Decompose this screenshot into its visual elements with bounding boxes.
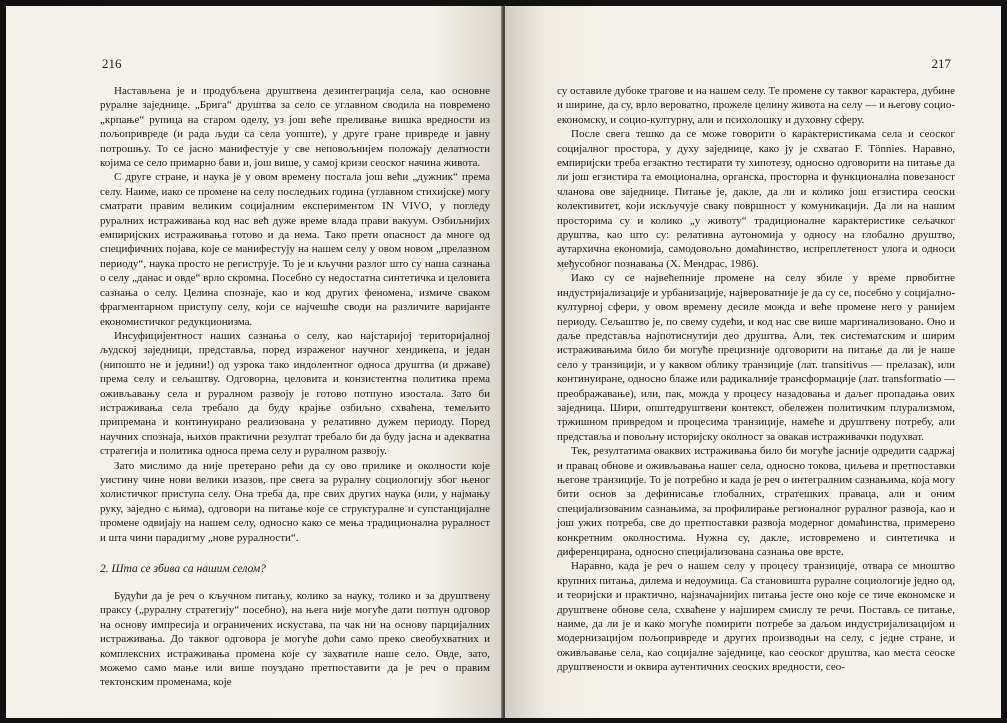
paragraph: су оставиле дубоке трагове и на нашем селу. Те промене су таквог карактера, дубине и ширине, да су, врло вероватно, прожеле целину живота на селу — и његову социо-економску, и социо-културну, али и психолошку и духовну сферу.	[557, 85, 955, 126]
section-heading: 2. Шта се збива са нашим селом?	[100, 563, 266, 575]
right-page-body	[557, 84, 955, 675]
paragraph: С друге стране, и наука је у овом времену постала још већи „дужник“ према селу. Наиме, иако се промене на селу последњих година (углавном стихијске) могу сматрати правим великим социјалним експериментом IN VIVO, у погледу руралних истраживања код нас већ дуже време влада прави вакуум. Озбиљнијих емпиријских истраживања готово и да нема. Тако прети опасност да многе од специфичних појава, које се манифестују на нашем селу у овом новом „прелазном периоду“, наука просто не региструје. То је и кључни разлог што су наша сазнања о селу „данас и овде“ врло скромна. Посебно су недостатна синтетичка и целовита сазнања о селу. Целина спознаје, као и код других феномена, измиче сваком фрагментарном приступу селу, који се најчешће своди на различите варијанте економистичког редукционизма.	[100, 171, 490, 328]
left-page-body	[100, 84, 490, 690]
paragraph: Наравно, када је реч о нашем селу у процесу транзиције, отвара се мноштво крупних питања, дилема и недоумица. Са становишта руралне социологије једно од, и теоријски и практично, најзначајнијих питања јесте оно које се тиче економске и друштвене обнове села, схваћене у најширем смислу те речи. Постављ се питање, наиме, да ли је и како могуће помирити потребе за даљом индустријализацијом и модернизацијом пољопривреде и других производњи на селу, с једне стране, и оживљавање села, као социјалне заједнице, као сеоског друштва, као места сеоске друштвености и оквира аутентичних сеоских вредности, сео-	[557, 560, 955, 674]
page-number-right: 217	[931, 56, 951, 71]
paragraph: После свега тешко да се може говорити о карактеристикама села и сеоског социјалног простора, у духу заједнице, како ју је схватао F. Tönnies. Наравно, емпиријски треба егзактно тестирати ту хипотезу, односно одговорити на питање да ли још егзистира та емоционална, органска, просторна и функционална повезаност чланова ове заједнице. Питање је, дакле, да ли и колико још егзистира сеоски колективитет, који искључује сваку површност у комуникацији. Да ли на нашим просторима су и колико „у животу“ традиционалне карактеристике сељачког друштва, као што су: релативна аутономија у односу на глобално друштво, аутархична економија, самодовољно домаћинство, испреплетеност улога и односи међусобног познавања (Х. Мендрас, 1986).	[557, 128, 955, 270]
paragraph: Тек, резултатима оваквих истраживања било би могуће јасније одредити садржај и правац обнове и оживљавања нашег села, односно токова, циљева и претпоставки његове транзиције. То је потребно и када је реч о интегралним сазнањима, која могу бити основ за дефинисање глобалних, стратешких праваца, али и оним специјализованим сазнањима, за профилирање регионалног руралног развоја, као и још ужих потреба, све до претпоставки развоја модерног домаћинства, примерено конкретним околностима. Нужна су, дакле, истовремено и синтетичка и диференцирана, односно специјализована сазнања ове врсте.	[557, 445, 955, 558]
paragraph: Будући да је реч о кључном питању, колико за науку, толико и за друштвену праксу („руралну стратегију“ посебно), на њега није могуће дати потпун одговор на основу импресија и ограничених искустава, па чак ни на основу парцијалних истраживања. До таквог одговора је могуће доћи само преко свеобухватних и комплексних истраживања промена које су захватиле наше село. Овде, зато, можемо само мање или више поуздано претпоставити да је реч о правим тектонским променама, које	[100, 590, 490, 689]
paragraph: Инсуфицијентност наших сазнања о селу, као најстаријој територијалној људској заједници, представља, поред израженог научног хендикепа, и један (нипошто не и једини!) од узрока тако индолентног односа друштва (и државе) према селу и сељаштву. Одговорна, целовита и конзистентна политика према оживљавању села и руралном развоју је готово потпуно изостала. Зато би истраживања села требало да буду крајње озбиљно схваћена, темељито припремана и континуирано реализована у релативно дужем периоду. Поред научних спознаја, њихов практични резултат требало би да буду јасна и адекватна стратегија и политика односа према селу и руралном развоју.	[100, 329, 490, 458]
right-page	[505, 6, 1001, 718]
paragraph: Иако су се највећепније промене на селу збиле у време првобитне индустријализације и урбанизације, највероватније је да су се, посебно у социјално-културној сфери, у овом времену десиле можда и веће промене него у ранијем периоду. Сељаштво је, по свему судећи, и код нас све више маргинализовано. Оно и даље представља најпотиснутији део друштва. Али, тек систематским и ширим истраживањима било би могуће прецизније одговорити на питање да ли је наше село у транзицији, и у каквом облику транзиције (лат. transitivus — прелазак), или континуиране, односно блаже или радикалније трансформације (лат. transformatio — преображавање), или, пак, можда у процесу назадовања и даљег пропадања ових заједница. Шири, општедруштвени контекст, обележен политичким плурализмом, тржишном привредом и процесима транзиције, намеће и друштвену потребу, али представља и повољну историјску околност за овакав истраживачки подухват.	[557, 272, 955, 443]
page-number-left: 216	[102, 56, 122, 71]
paragraph: Зато мислимо да није претерано рећи да су ово прилике и околности које уистину чине нови велики изазов, пре свега за руралну социологију због њеног холистичког приступа селу. Она треба да, пре свих других наука (или, у најмању руку, заједно с њима), одговори на питање које се структуралне и супстанцијалне промене одвијају на нашем селу, односно како се мења традиционална руралност и шта чини парадигму „нове руралности“.	[100, 459, 490, 544]
paragraph: Настављена је и продубљена друштвена дезинтеграција села, као основне руралне заједнице. „Брига“ друштва за село се углавном сводила на повремено „крпање“ рупица на старом оделу, уз још веће преливање вишка вредности из пољопривреде (и рада људи са села уопште), у друге гране привреде и јавну потрошњу. То се јасно манифестује у све неповољнијем положају делатности којима се село примарно бави и, још више, у самој кризи сеоског начина живота.	[100, 85, 490, 170]
left-page	[6, 6, 503, 718]
